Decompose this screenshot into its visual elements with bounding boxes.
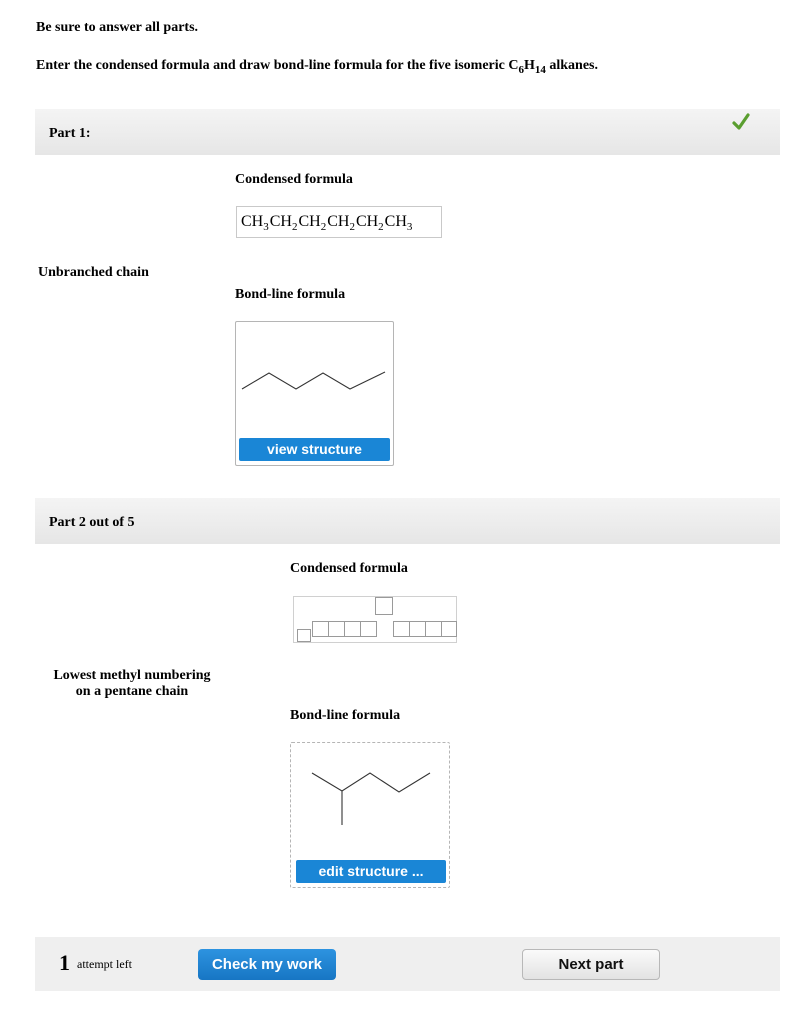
part1-bondline-label: Bond-line formula (235, 287, 346, 302)
formula-slot[interactable] (297, 629, 311, 642)
formula-slot[interactable] (409, 621, 426, 637)
attempts-count: 1 (59, 950, 70, 975)
edit-structure-button[interactable]: edit structure ... (296, 860, 446, 883)
formula-slot[interactable] (344, 621, 361, 637)
part2-condensed-formula-input[interactable] (293, 596, 457, 643)
check-my-work-button[interactable]: Check my work (198, 949, 336, 980)
formula-group: $CH_3$ (241, 213, 269, 233)
checkmark-icon (732, 113, 750, 131)
part2-description: Lowest methyl numbering on a pentane chain (53, 668, 211, 699)
part2-header (35, 498, 780, 544)
part1-header (35, 109, 780, 155)
formula-group: $CH_3$ (384, 213, 413, 233)
part1-description: Unbranched chain (38, 265, 149, 280)
part2-title: Part 2 out of 5 (49, 515, 135, 530)
part1-title: Part 1: (49, 126, 91, 141)
part1-structure-panel (235, 321, 394, 466)
methylpentane-structure-drawing (291, 743, 449, 853)
part1-condensed-label: Condensed formula (235, 172, 353, 187)
formula-group: $CH_2$ (355, 213, 384, 233)
formula-slot[interactable] (375, 597, 393, 615)
attempts-label: attempt left (77, 957, 132, 971)
formula-slot[interactable] (312, 621, 329, 637)
formula-group: $CH_2$ (327, 213, 355, 233)
formula-slot[interactable] (360, 621, 377, 637)
part2-bondline-label: Bond-line formula (290, 708, 401, 723)
footer-bar (35, 937, 780, 991)
hexane-structure-drawing (236, 322, 393, 432)
formula-group: $CH_2$ (269, 213, 298, 233)
formula-slot[interactable] (441, 621, 457, 637)
formula-slot[interactable] (425, 621, 442, 637)
next-part-button[interactable]: Next part (522, 949, 660, 980)
part2-structure-panel[interactable] (290, 742, 450, 888)
formula-group: $CH_2$ (298, 213, 327, 233)
part2-condensed-label: Condensed formula (290, 561, 408, 576)
view-structure-button[interactable]: view structure (239, 438, 390, 461)
formula-slot[interactable] (328, 621, 345, 637)
part1-condensed-formula-field[interactable] (236, 206, 442, 238)
instruction-text: Enter the condensed formula and draw bond-line formula for the five isomeric $C_6H_{14}$ alkanes. (36, 58, 598, 76)
formula-slot[interactable] (393, 621, 410, 637)
instruction-answer-all: Be sure to answer all parts. (36, 20, 199, 35)
